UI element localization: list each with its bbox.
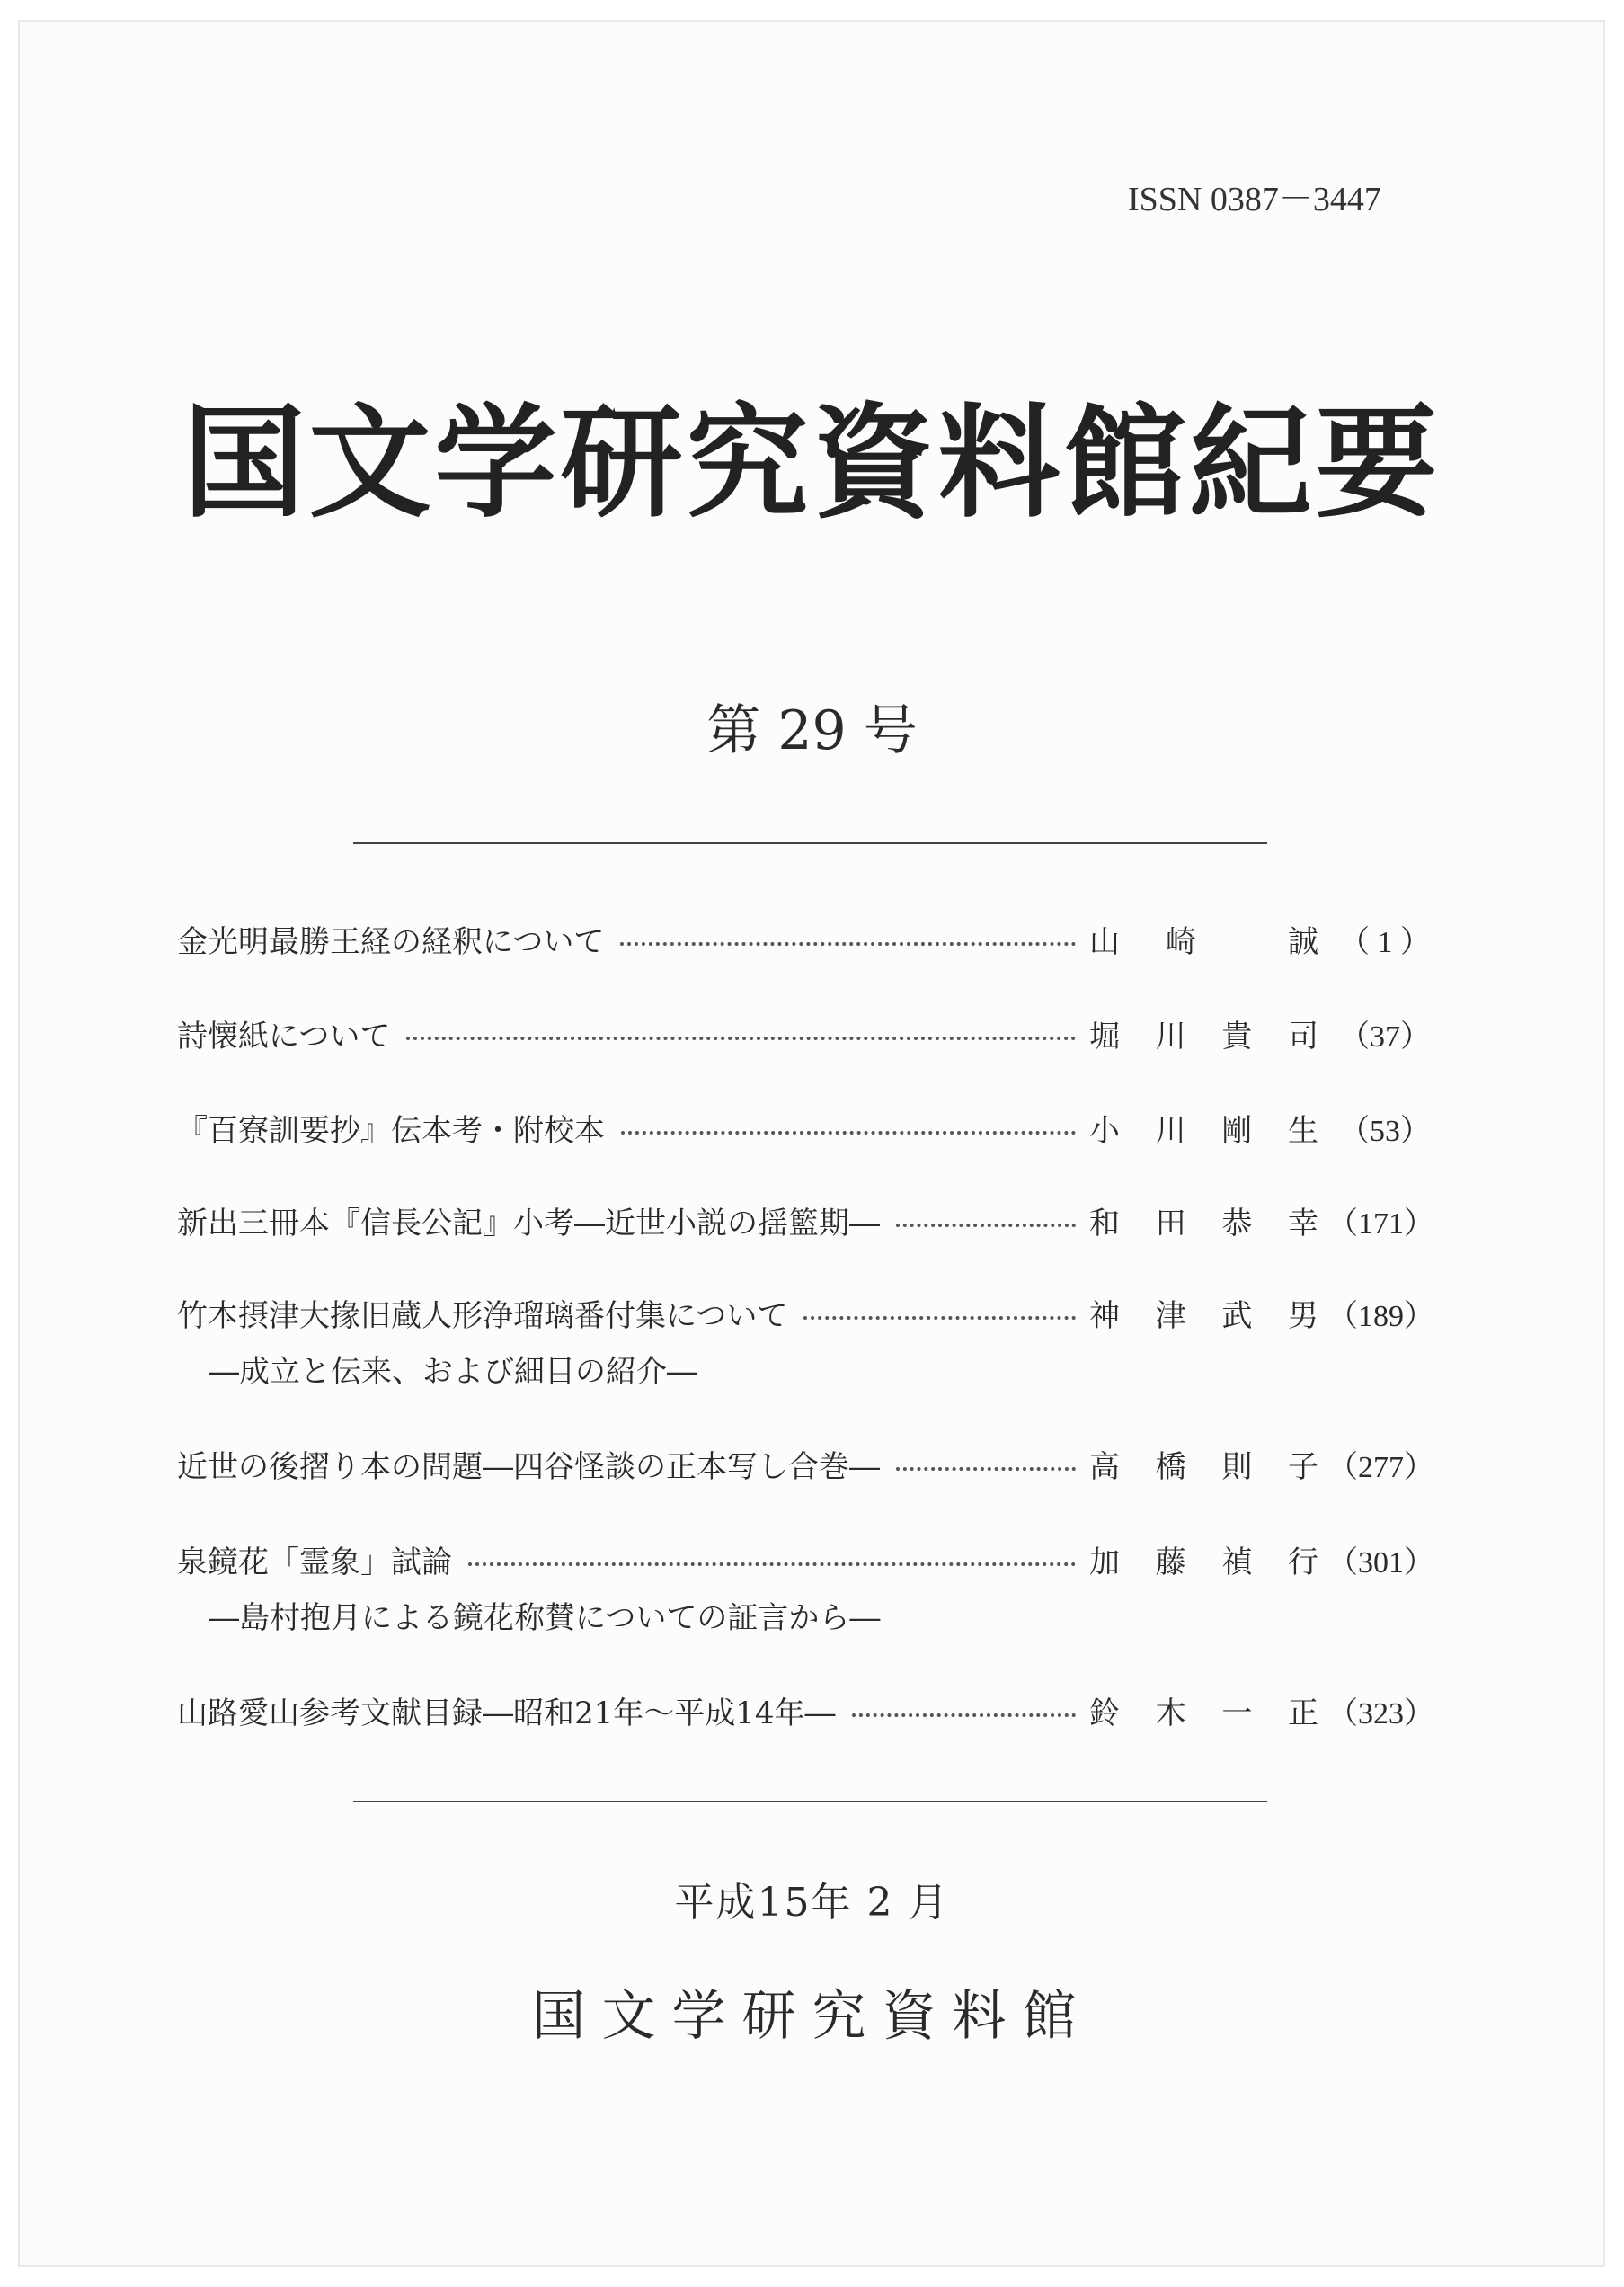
publication-date: 平成15年 2 月: [674, 1880, 950, 1926]
entry-page: （189）: [1327, 1300, 1434, 1333]
entry-title: 詩懐紙について: [177, 1019, 391, 1055]
entry-title: 泉鏡花「霊象」試論: [177, 1544, 452, 1580]
journal-title: 国文学研究資料館紀要: [182, 391, 1442, 535]
dot-leader: [621, 1131, 1076, 1135]
entry-author: 山 崎 誠: [1089, 924, 1318, 960]
entry-author: 和 田 恭 幸: [1089, 1206, 1318, 1241]
toc-entry: [177, 1291, 1434, 1390]
publisher-name: 国文学研究資料館: [531, 1985, 1093, 2048]
entry-page: （37）: [1339, 1020, 1431, 1054]
entry-subtitle: ―島村抱月による鏡花称賛についての証言から―: [209, 1600, 881, 1636]
toc-entry: [177, 1688, 1434, 1733]
entry-author: 堀 川 貴 司: [1089, 1019, 1318, 1055]
entry-subtitle: ―成立と伝来、および細目の紹介―: [209, 1354, 697, 1390]
entry-title: 竹本摂津大掾旧蔵人形浄瑠璃番付集について: [177, 1298, 788, 1334]
toc-entry: [177, 1442, 1434, 1487]
entry-title: 山路愛山参考文献目録―昭和21年～平成14年―: [177, 1695, 836, 1731]
dot-leader: [803, 1316, 1076, 1320]
entry-author: 加 藤 禎 行: [1089, 1544, 1318, 1580]
entry-page: （ 1 ）: [1339, 926, 1431, 959]
issue-number: 第 29 号: [706, 699, 918, 762]
entry-author: 高 橋 則 子: [1089, 1449, 1318, 1485]
dot-leader: [620, 942, 1076, 946]
entry-page: （277）: [1327, 1451, 1434, 1484]
toc-entry: [177, 1011, 1431, 1056]
toc-entry: [177, 917, 1431, 962]
entry-page: （53）: [1339, 1115, 1431, 1148]
entry-page: （323）: [1327, 1697, 1434, 1731]
entry-title: 新出三冊本『信長公記』小考―近世小説の揺籃期―: [177, 1206, 880, 1241]
entry-title: 金光明最勝王経の経釈について: [177, 924, 605, 960]
toc-entry: [177, 1198, 1434, 1243]
dot-leader: [468, 1562, 1076, 1566]
entry-title: 『百寮訓要抄』伝本考・附校本: [177, 1113, 605, 1149]
dot-leader: [896, 1224, 1076, 1227]
issn-number: ISSN 0387－3447: [1128, 181, 1381, 218]
toc-entry: [177, 1106, 1431, 1151]
toc-entry: [177, 1537, 1434, 1636]
dot-leader: [406, 1037, 1076, 1040]
entry-author: 神 津 武 男: [1089, 1298, 1318, 1334]
entry-page: （171）: [1327, 1207, 1434, 1241]
dot-leader: [896, 1467, 1076, 1471]
bottom-divider: [353, 1801, 1267, 1802]
entry-page: （301）: [1327, 1546, 1434, 1580]
entry-author: 鈴 木 一 正: [1089, 1695, 1318, 1731]
entry-author: 小 川 剛 生: [1089, 1113, 1318, 1149]
entry-title: 近世の後摺り本の問題―四谷怪談の正本写し合巻―: [177, 1449, 880, 1485]
dot-leader: [852, 1713, 1076, 1717]
